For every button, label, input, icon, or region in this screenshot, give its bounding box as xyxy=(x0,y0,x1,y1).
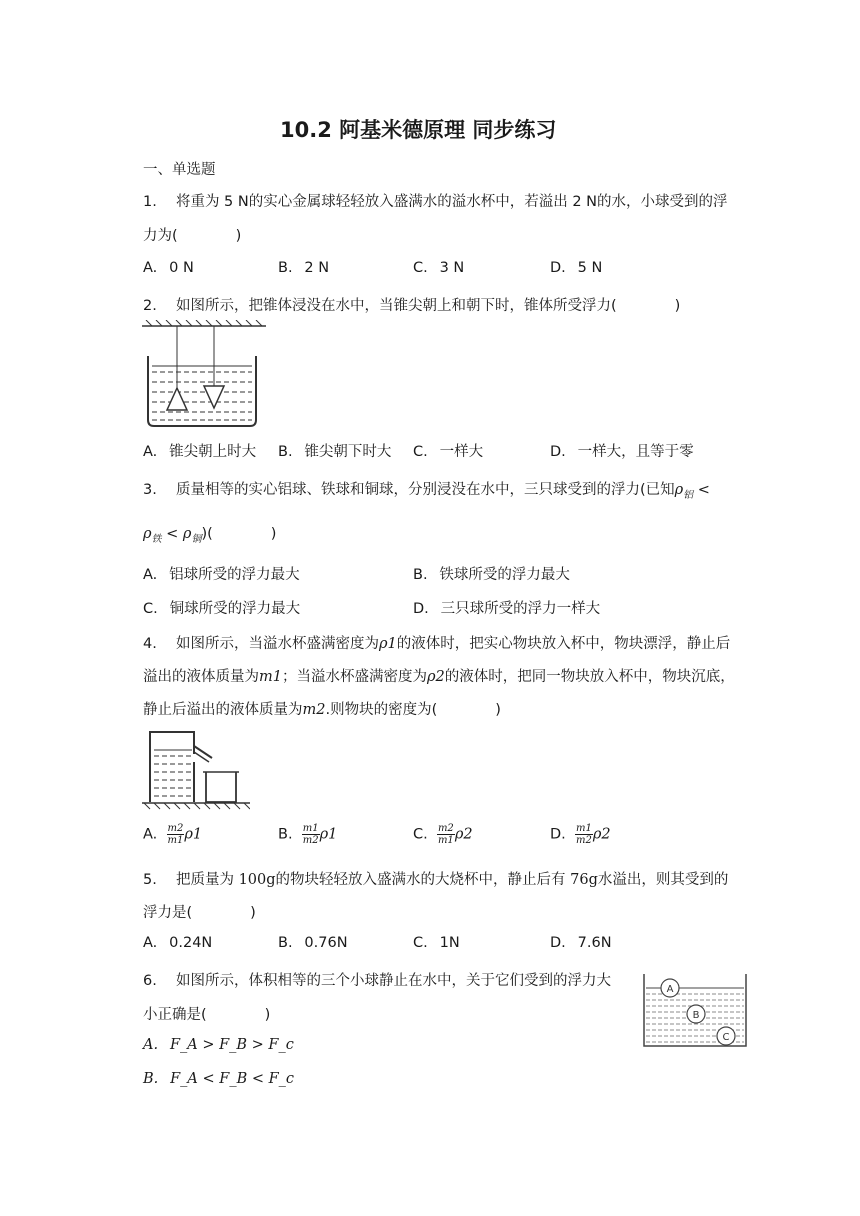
q4-text: 的液体时，把同一物块放入杯中，物块沉底， xyxy=(444,669,735,685)
q1-option-c[interactable]: C. 3 N xyxy=(413,260,465,276)
q2-option-b[interactable]: B. 锥尖朝下时大 xyxy=(278,444,392,460)
numerator: m2 xyxy=(437,823,454,834)
q6-three-balls-figure xyxy=(640,970,750,1050)
q4-text: .则物块的密度为( ) xyxy=(325,702,501,718)
numerator: m2 xyxy=(167,823,184,834)
q4-stem-line3 xyxy=(143,698,501,719)
denominator: m1 xyxy=(167,835,184,846)
q4-stem-line1 xyxy=(143,632,730,653)
rho1-symbol: ρ1 xyxy=(378,636,397,652)
copper-subscript: 铜 xyxy=(191,533,202,545)
section-heading: 一、单选题 xyxy=(143,162,216,178)
q1-option-d[interactable]: D. 5 N xyxy=(550,260,603,276)
rho-symbol: ρ xyxy=(143,526,152,542)
q3-stem-line2 xyxy=(143,522,276,545)
denominator: m2 xyxy=(576,835,592,846)
m2-symbol: m2 xyxy=(302,702,326,718)
q2-option-a[interactable]: A. 锥尖朝上时大 xyxy=(143,444,257,460)
q4-option-a[interactable] xyxy=(143,823,202,846)
rho-symbol: ρ2 xyxy=(592,826,611,843)
q4-text: 静止后溢出的液体质量为 xyxy=(143,702,303,718)
q1-stem-line1: 1. 将重为 5 N的实心金属球轻轻放入盛满水的溢水杯中，若溢出 2 N的水，小球受到的浮 xyxy=(143,194,728,210)
option-letter: C. xyxy=(413,826,428,843)
ball-b-label: B xyxy=(692,1010,700,1021)
option-letter: A. xyxy=(143,826,158,843)
aluminum-subscript: 铝 xyxy=(683,489,694,501)
q5-text: 的物块轻轻放入盛满水的大烧杯中，静止后有 xyxy=(275,872,571,888)
q1-option-a[interactable]: A. 0 N xyxy=(143,260,194,276)
q4-option-b[interactable] xyxy=(278,823,337,846)
q2-option-d[interactable]: D. 一样大，且等于零 xyxy=(550,444,694,460)
rho-symbol: ρ xyxy=(182,526,192,542)
ball-a-label: A xyxy=(666,984,674,995)
rho-symbol: ρ1 xyxy=(319,826,338,843)
numerator: m1 xyxy=(302,823,319,834)
q1-option-b[interactable]: B. 2 N xyxy=(278,260,330,276)
q5-stem-line2: 浮力是( ) xyxy=(143,905,256,921)
numerator: m1 xyxy=(576,823,592,834)
denominator: m1 xyxy=(437,835,454,846)
q4-overflow-cup-figure xyxy=(142,728,250,810)
ball-c-label: C xyxy=(722,1032,730,1043)
q4-text: 的液体时，把实心物块放入杯中，物块漂浮，静止后 xyxy=(396,636,731,652)
q5-option-c[interactable]: C. 1N xyxy=(413,935,460,951)
q4-option-d[interactable] xyxy=(550,823,611,846)
m1-symbol: m1 xyxy=(259,669,282,685)
q4-text: 4. 如图所示，当溢水杯盛满密度为 xyxy=(143,636,379,652)
q5-option-b[interactable]: B. 0.76N xyxy=(278,935,348,951)
answer-blank: )( ) xyxy=(201,526,277,542)
rho-symbol: ρ1 xyxy=(184,826,203,843)
q5-stem-line1 xyxy=(143,868,728,889)
q6-stem-line1: 6. 如图所示，体积相等的三个小球静止在水中，关于它们受到的浮力大 xyxy=(143,973,611,989)
q2-option-c[interactable]: C. 一样大 xyxy=(413,444,484,460)
q5-option-d[interactable]: D. 7.6N xyxy=(550,935,612,951)
fraction xyxy=(167,823,185,846)
q3-option-d[interactable]: D. 三只球所受的浮力一样大 xyxy=(413,601,601,617)
less-than: < xyxy=(693,482,710,498)
rho-symbol: ρ xyxy=(674,482,684,498)
q3-option-a[interactable]: A. 铝球所受的浮力最大 xyxy=(143,567,300,583)
less-than: < xyxy=(161,526,183,542)
option-letter: B. xyxy=(278,826,293,843)
q6-option-b[interactable]: B. F_A < F_B < F_c xyxy=(143,1071,295,1087)
q3-stem-text: 3. 质量相等的实心铝球、铁球和铜球，分别浸没在水中，三只球受到的浮力(已知 xyxy=(143,482,675,498)
iron-subscript: 铁 xyxy=(151,533,162,545)
q5-option-a[interactable]: A. 0.24N xyxy=(143,935,213,951)
fraction xyxy=(302,823,320,846)
rho-symbol: ρ2 xyxy=(454,826,473,843)
q3-option-b[interactable]: B. 铁球所受的浮力最大 xyxy=(413,567,570,583)
page-title: 10.2 阿基米德原理 同步练习 xyxy=(280,118,557,142)
q4-text: 溢出的液体质量为 xyxy=(143,669,259,685)
q3-stem-line1 xyxy=(143,478,710,501)
q5-overflow-mass: 76g xyxy=(570,872,598,888)
q2-cone-tank-figure xyxy=(142,320,266,430)
q6-option-a[interactable]: A. F_A > F_B > F_c xyxy=(143,1037,294,1053)
denominator: m2 xyxy=(302,835,319,846)
fraction xyxy=(437,823,455,846)
q5-text: 5. 把质量为 xyxy=(143,872,239,888)
rho2-symbol: ρ2 xyxy=(426,669,445,685)
q4-stem-line2 xyxy=(143,665,735,686)
q2-stem: 2. 如图所示，把锥体浸没在水中，当锥尖朝上和朝下时，锥体所受浮力( ) xyxy=(143,298,681,314)
q3-option-c[interactable]: C. 铜球所受的浮力最大 xyxy=(143,601,301,617)
q5-mass: 100g xyxy=(238,872,276,888)
fraction xyxy=(575,823,593,846)
option-letter: D. xyxy=(550,826,566,843)
q6-stem-line2: 小正确是( ) xyxy=(143,1007,271,1023)
q1-stem-line2: 力为( ) xyxy=(143,228,242,244)
q4-text: ；当溢水杯盛满密度为 xyxy=(281,669,427,685)
q5-text: 水溢出，则其受到的 xyxy=(597,872,729,888)
q4-option-c[interactable] xyxy=(413,823,473,846)
